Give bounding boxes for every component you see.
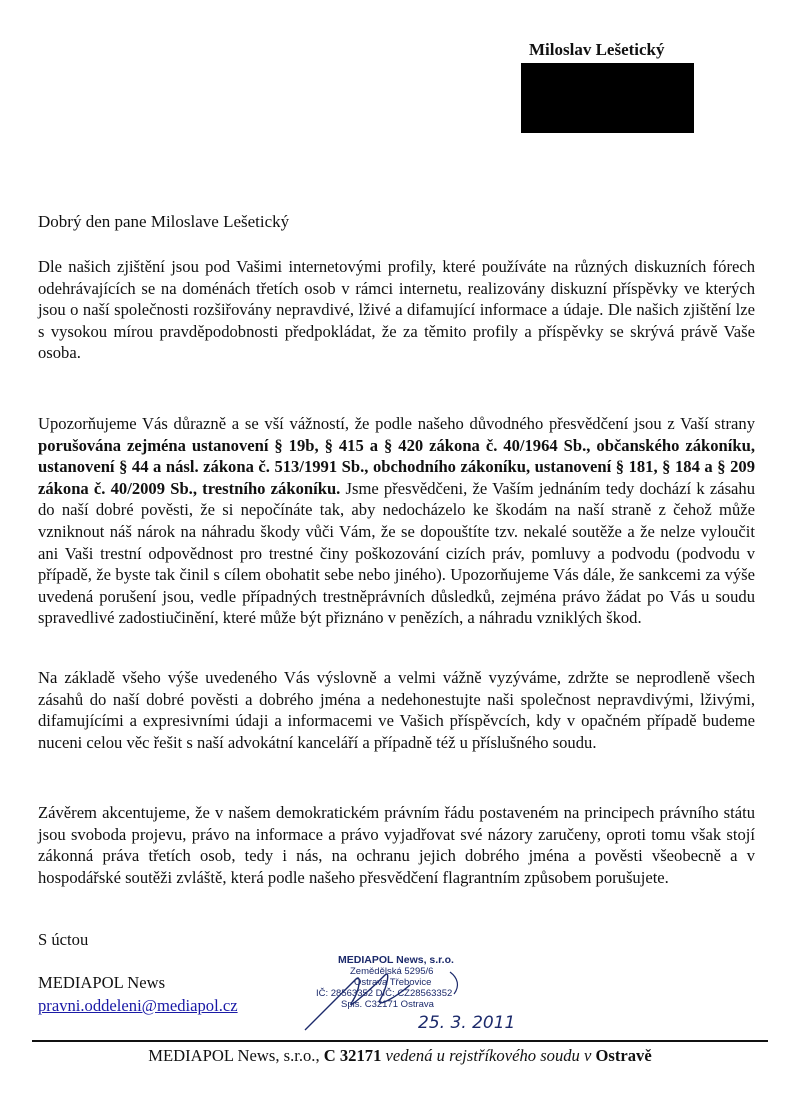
handwritten-signature xyxy=(300,960,540,1035)
stamp-ids: IČ: 28563352 DIČ: CZ28563352 xyxy=(316,988,453,999)
paragraph-findings: Dle našich zjištění jsou pod Vašimi internetovými profily, které používáte na různých diskuzních fórech odehrávajících se na doménách třetích osob v rámci internetu, realizovány diskuzní příspěvky ve kterých jsou o naší společnosti rozšiřovány nepravdivé, lživé a difamující informace a údaje. Dle našich zjištění lze s vysokou mírou pravděpodobnosti předpokládat, že za těmito profily a příspěvky se skrývá právě Vaše osoba. xyxy=(38,257,755,363)
footer-registry: vedená u rejstříkového soudu v xyxy=(381,1046,596,1065)
paragraph-legal-warning xyxy=(38,413,755,629)
footer-city: Ostravě xyxy=(595,1046,652,1065)
paragraph-demand: Na základě všeho výše uvedeného Vás výslovně a velmi vážně vyzýváme, zdržte se neprodleně všech zásahů do naší dobré pověsti a dobrého jména a nedehonestujte naši společnost nepravdivými, lživými, difamujícími a expresivními údaji a informacemi ve Vašich příspěvcích, kdy v opačném případě budeme nuceni celou věc řešit s naší advokátní kanceláří a případně též u příslušného soudu. xyxy=(38,668,755,752)
paragraph-conclusion: Závěrem akcentujeme, že v našem demokratickém právním řádu postaveném na principech právního státu jsou svoboda projevu, právo na informace a právo vyjadřovat své názory zaručeny, oproti tomu však stojí zákonná práva třetích osob, tedy i nás, na ochranu jejich dobrého jména a pověsti všeobecně a v hospodářské soutěži zvláště, která podle našeho přesvědčení flagrantním způsobem porušujete. xyxy=(38,803,755,887)
legal-warning-intro: Upozorňujeme Vás důrazně a se vší vážností, že podle našeho důvodného přesvědčení jsou z Vaší strany xyxy=(38,414,755,433)
legal-warning-rest: Jsme přesvědčeni, že Vaším jednáním tedy dochází k zásahu do naší dobré pověsti, že si nepočínáte tak, aby nedocházelo ke škodám na naší straně z čehož může vzniknout náš nárok na náhradu škody vůči Vám, že se dopouštíte tzv. nekalé soutěže a že nelze vyloučit ani Vaši trestní odpovědnost pro trestné činy poškozování cizích práv, pomluvy a podvodu (podvodu v případě, že byste tak činil s cílem obohatit sebe nebo jiného). Upozorňujeme Vás dále, že sankcemi za výše uvedená porušení jsou, vedle případných trestněprávních důsledků, zejména právo žádat po Vás u soudu spravedlivé zadostiučinění, které může být přiznáno v penězích, a náhradu vzniklých škod. xyxy=(38,478,755,628)
sender-company: MEDIAPOL News xyxy=(38,973,166,992)
sender-email-link[interactable]: pravni.oddeleni@mediapol.cz xyxy=(38,996,238,1015)
stamp-court: Spis. C32171 Ostrava xyxy=(341,999,434,1010)
signature-date: 25. 3. 2011 xyxy=(418,1013,516,1033)
footer xyxy=(0,1046,800,1066)
stamp-street: Zemědělská 5295/6 xyxy=(350,966,434,977)
redacted-address-block xyxy=(521,63,694,133)
footer-divider xyxy=(32,1040,768,1042)
stamp-city: Ostrava Třebovice xyxy=(354,977,432,988)
stamp-company-name: MEDIAPOL News, s.r.o. xyxy=(338,954,454,966)
closing-salutation: S úctou xyxy=(38,930,89,949)
greeting: Dobrý den pane Miloslave Lešetický xyxy=(38,212,290,231)
footer-file-number: C 32171 xyxy=(323,1046,382,1065)
legal-provisions: porušována zejména ustanovení § 19b, § 415 a § 420 zákona č. 40/1964 Sb., občanského zákoníku, ustanovení § 44 a násl. zákona č. 513/1991 Sb., obchodního zákoníku, ustanovení § 181, § 184 a § 209 zákona č. 40/2009 Sb., trestního zákoníku. xyxy=(38,435,755,498)
footer-company: MEDIAPOL News, s.r.o., xyxy=(148,1046,324,1065)
recipient-name: Miloslav Lešetický xyxy=(529,40,665,59)
